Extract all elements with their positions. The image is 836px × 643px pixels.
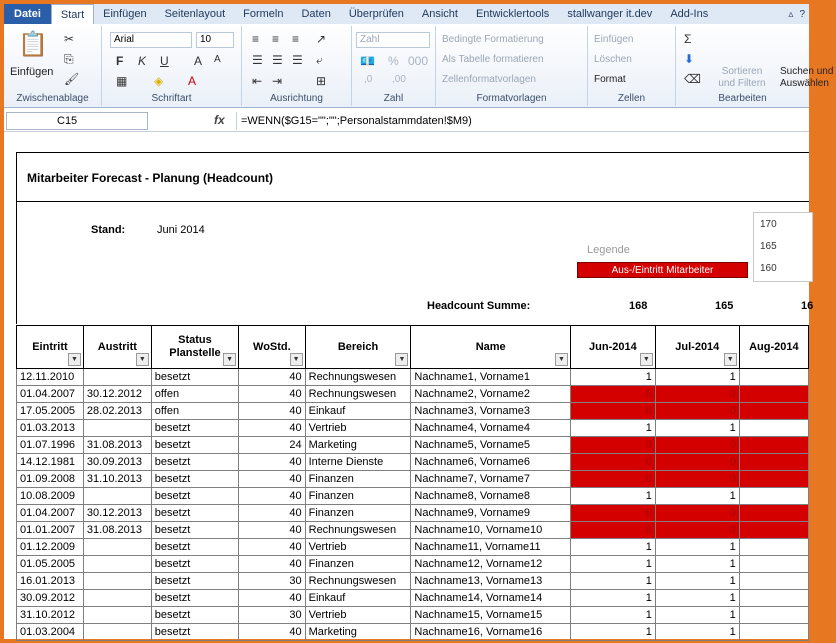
headcount-jul: 165 [715, 300, 734, 312]
table-cell[interactable]: Nachname12, Vorname12 [411, 556, 571, 573]
table-cell[interactable]: Nachname2, Vorname2 [411, 386, 571, 403]
table-row [17, 369, 809, 386]
table-cell[interactable]: Nachname10, Vorname10 [411, 522, 571, 539]
table-cell[interactable]: 28.02.2013 [83, 403, 151, 420]
table-row [17, 522, 809, 539]
table-cell[interactable]: 30 [239, 607, 305, 624]
table-cell[interactable] [739, 607, 808, 624]
table-cell[interactable]: 40 [239, 624, 305, 641]
table-cell[interactable]: besetzt [151, 607, 238, 624]
table-cell[interactable]: 0 [570, 522, 655, 539]
table-cell[interactable]: 1 [570, 369, 655, 386]
legend-item: Aus-/Eintritt Mitarbeiter [577, 262, 748, 278]
filter-dropdown-icon[interactable]: ▼ [640, 353, 653, 366]
table-cell[interactable] [739, 471, 808, 488]
table-cell[interactable]: 10.08.2009 [17, 488, 84, 505]
table-cell[interactable]: 14.12.1981 [17, 454, 84, 471]
table-cell[interactable] [83, 556, 151, 573]
table-cell[interactable] [739, 420, 808, 437]
table-cell[interactable] [739, 539, 808, 556]
table-cell[interactable]: Nachname11, Vorname11 [411, 539, 571, 556]
delete-cells-button[interactable]: Löschen [594, 54, 632, 65]
table-cell[interactable]: 30.12.2012 [83, 386, 151, 403]
clear-icon[interactable]: ⌫ [684, 72, 701, 86]
number-format-select[interactable]: Zahl [356, 32, 430, 48]
table-cell[interactable]: besetzt [151, 573, 238, 590]
table-row [17, 403, 809, 420]
table-cell[interactable]: 1 [570, 607, 655, 624]
stand-value: Juni 2014 [157, 224, 205, 236]
table-cell[interactable]: 1 [655, 624, 739, 641]
ribbon-tabs [4, 4, 809, 24]
table-row [17, 488, 809, 505]
number-group [352, 26, 436, 106]
table-cell[interactable]: 31.10.2012 [17, 607, 84, 624]
table-cell[interactable]: 01.03.2013 [17, 420, 84, 437]
table-cell[interactable] [83, 573, 151, 590]
table-cell[interactable] [739, 573, 808, 590]
table-cell[interactable]: 0 [570, 437, 655, 454]
headcount-jun: 168 [629, 300, 648, 312]
column-header-label: Austritt [97, 340, 137, 353]
tab-custom[interactable]: stallwanger it.dev [567, 8, 653, 20]
table-cell[interactable]: 1 [655, 573, 739, 590]
copy-icon[interactable]: ⎘ [64, 52, 74, 66]
column-header-label: Eintritt [32, 340, 68, 353]
table-cell[interactable]: besetzt [151, 522, 238, 539]
axis-tick: 170 [760, 219, 777, 230]
align-right-icon[interactable]: ☰ [292, 53, 303, 67]
cut-icon[interactable]: ✂ [64, 32, 75, 46]
table-cell[interactable]: Einkauf [305, 403, 411, 420]
filter-dropdown-icon[interactable]: ▼ [555, 353, 568, 366]
cells-group [588, 26, 676, 106]
column-header[interactable] [655, 326, 739, 369]
table-row [17, 420, 809, 437]
column-header[interactable] [305, 326, 411, 369]
name-box[interactable]: C15 [6, 112, 148, 130]
tab-data[interactable]: Daten [301, 8, 331, 20]
column-header-label: Jul-2014 [675, 340, 720, 353]
table-cell[interactable]: 1 [655, 556, 739, 573]
table-row [17, 539, 809, 556]
column-header[interactable] [83, 326, 151, 369]
alignment-label: Ausrichtung [270, 93, 323, 104]
table-cell[interactable]: 40 [239, 454, 305, 471]
column-header[interactable] [239, 326, 305, 369]
table-row [17, 471, 809, 488]
table-cell[interactable] [83, 488, 151, 505]
column-header[interactable] [151, 326, 238, 369]
ribbon [4, 24, 834, 108]
sheet-title: Mitarbeiter Forecast - Planung (Headcount) [27, 171, 274, 185]
styles-group [436, 26, 588, 106]
column-header-label: Aug-2014 [749, 340, 799, 353]
font-color-icon[interactable]: A [188, 74, 197, 88]
table-cell[interactable]: 1 [570, 556, 655, 573]
table-cell[interactable] [83, 369, 151, 386]
table-cell[interactable]: Rechnungswesen [305, 573, 411, 590]
increase-decimal-icon[interactable]: ,0 [364, 74, 373, 85]
insert-cells-button[interactable]: Einfügen [594, 34, 634, 45]
table-row [17, 607, 809, 624]
clipboard-group [4, 26, 102, 106]
bold-icon[interactable]: F [116, 54, 124, 68]
table-cell[interactable]: Einkauf [305, 590, 411, 607]
paste-button[interactable]: Einfügen [10, 66, 54, 78]
table-cell[interactable]: 0 [570, 386, 655, 403]
table-cell[interactable] [739, 488, 808, 505]
clipboard-label: Zwischenablage [16, 93, 89, 104]
tab-view[interactable]: Ansicht [421, 8, 458, 20]
table-cell[interactable]: Marketing [305, 437, 411, 454]
table-cell[interactable]: Nachname9, Vorname9 [411, 505, 571, 522]
table-cell[interactable]: Nachname14, Vorname14 [411, 590, 571, 607]
thousands-icon[interactable]: 000 [408, 54, 429, 68]
table-cell[interactable]: 0 [655, 454, 739, 471]
title-box [16, 152, 809, 202]
table-cell[interactable]: 30 [239, 573, 305, 590]
tab-start[interactable]: Start [51, 4, 94, 24]
filter-dropdown-icon[interactable]: ▼ [395, 353, 408, 366]
orientation-icon[interactable]: ↗ [316, 32, 327, 46]
table-cell[interactable]: besetzt [151, 471, 238, 488]
table-cell[interactable]: 1 [570, 590, 655, 607]
shrink-font-icon[interactable]: A [214, 54, 221, 65]
table-cell[interactable]: 31.10.2013 [83, 471, 151, 488]
table-cell[interactable]: 01.01.2007 [17, 522, 84, 539]
table-cell[interactable]: 1 [655, 369, 739, 386]
table-cell[interactable]: Finanzen [305, 505, 411, 522]
tab-file[interactable]: Datei [4, 4, 51, 24]
font-label: Schriftart [151, 93, 192, 104]
table-cell[interactable]: 1 [655, 590, 739, 607]
alignment-group [242, 26, 352, 106]
table-cell[interactable]: 40 [239, 539, 305, 556]
table-row [17, 505, 809, 522]
chart-axis [753, 212, 813, 282]
align-left-icon[interactable]: ☰ [252, 53, 263, 67]
currency-icon[interactable]: 💶 [360, 54, 375, 68]
increase-indent-icon[interactable]: ⇥ [272, 74, 283, 88]
table-cell[interactable] [739, 590, 808, 607]
border-icon[interactable]: ▦ [116, 74, 128, 88]
table-cell[interactable]: Vertrieb [305, 607, 411, 624]
align-middle-icon[interactable]: ≡ [272, 32, 280, 46]
table-cell[interactable]: Rechnungswesen [305, 522, 411, 539]
sort-filter-button[interactable]: Sortieren und Filtern [718, 66, 766, 89]
help-icon[interactable]: ? [799, 8, 805, 20]
table-cell[interactable] [739, 403, 808, 420]
column-header-label: Name [475, 340, 506, 353]
table-row [17, 624, 809, 641]
table-cell[interactable]: 1 [570, 420, 655, 437]
table-cell[interactable]: Finanzen [305, 488, 411, 505]
table-cell[interactable]: 1 [570, 573, 655, 590]
grow-font-icon[interactable]: A [194, 54, 203, 68]
wrap-text-icon[interactable]: ⤶ [316, 53, 323, 67]
table-cell[interactable]: Finanzen [305, 471, 411, 488]
table-cell[interactable]: Marketing [305, 624, 411, 641]
column-header[interactable] [570, 326, 655, 369]
table-cell[interactable]: 1 [655, 488, 739, 505]
table-cell[interactable]: 16.01.2013 [17, 573, 84, 590]
table-cell[interactable]: 12.11.2010 [17, 369, 84, 386]
table-cell[interactable]: 01.09.2008 [17, 471, 84, 488]
tab-developer[interactable]: Entwicklertools [475, 8, 550, 20]
table-cell[interactable]: 01.03.2004 [17, 624, 84, 641]
column-header-label: Jun-2014 [589, 340, 637, 353]
font-size-select[interactable]: 10 [196, 32, 234, 48]
table-cell[interactable]: Nachname15, Vorname15 [411, 607, 571, 624]
axis-tick: 160 [760, 263, 777, 274]
table-cell[interactable] [83, 607, 151, 624]
merge-icon[interactable]: ⊞ [316, 74, 327, 88]
table-cell[interactable]: 30.09.2012 [17, 590, 84, 607]
table-cell[interactable]: 0 [655, 403, 739, 420]
table-cell[interactable]: Rechnungswesen [305, 369, 411, 386]
table-cell[interactable]: besetzt [151, 505, 238, 522]
editing-group [676, 26, 834, 106]
table-cell[interactable]: 0 [655, 522, 739, 539]
table-cell[interactable]: besetzt [151, 369, 238, 386]
align-bottom-icon[interactable]: ≡ [292, 32, 300, 46]
font-group [102, 26, 242, 106]
tab-review[interactable]: Überprüfen [348, 8, 404, 20]
paste-icon[interactable]: 📋 [18, 31, 48, 58]
font-name-select[interactable]: Arial [110, 32, 192, 48]
autosum-icon[interactable]: Σ [684, 32, 692, 46]
table-cell[interactable]: 40 [239, 522, 305, 539]
table-cell[interactable] [739, 522, 808, 539]
info-area [16, 202, 814, 324]
table-cell[interactable] [739, 437, 808, 454]
table-cell[interactable]: Nachname3, Vorname3 [411, 403, 571, 420]
table-cell[interactable] [739, 369, 808, 386]
table-cell[interactable]: Nachname7, Vorname7 [411, 471, 571, 488]
table-cell[interactable]: 40 [239, 386, 305, 403]
filter-dropdown-icon[interactable]: ▼ [136, 353, 149, 366]
conditional-formatting-button[interactable]: Bedingte Formatierung [442, 34, 544, 45]
table-cell[interactable] [739, 505, 808, 522]
table-cell[interactable]: 17.05.2005 [17, 403, 84, 420]
table-cell[interactable]: Nachname1, Vorname1 [411, 369, 571, 386]
table-cell[interactable]: 0 [655, 437, 739, 454]
table-cell[interactable]: 30.09.2013 [83, 454, 151, 471]
table-cell[interactable]: 1 [655, 607, 739, 624]
excel-window [4, 4, 834, 639]
table-cell[interactable]: 1 [570, 488, 655, 505]
table-cell[interactable]: besetzt [151, 624, 238, 641]
column-header[interactable] [17, 326, 84, 369]
decrease-indent-icon[interactable]: ⇤ [252, 74, 263, 88]
styles-label: Formatvorlagen [476, 93, 547, 104]
percent-icon[interactable]: % [388, 54, 399, 68]
table-cell[interactable] [739, 386, 808, 403]
table-cell[interactable]: 1 [570, 539, 655, 556]
table-cell[interactable]: 40 [239, 556, 305, 573]
table-cell[interactable]: 40 [239, 488, 305, 505]
table-cell[interactable]: Nachname4, Vorname4 [411, 420, 571, 437]
editing-label: Bearbeiten [718, 93, 767, 104]
column-header-label: Bereich [337, 340, 379, 353]
table-cell[interactable]: offen [151, 386, 238, 403]
filter-dropdown-icon[interactable]: ▼ [724, 353, 737, 366]
table-cell[interactable]: 0 [570, 454, 655, 471]
table-cell[interactable] [739, 454, 808, 471]
table-cell[interactable]: Nachname16, Vorname16 [411, 624, 571, 641]
align-top-icon[interactable]: ≡ [252, 32, 260, 46]
table-cell[interactable]: 40 [239, 471, 305, 488]
table-row [17, 573, 809, 590]
table-cell[interactable]: besetzt [151, 539, 238, 556]
table-cell[interactable]: 1 [655, 539, 739, 556]
minimize-ribbon-icon[interactable]: ▵ [788, 8, 794, 20]
table-cell[interactable]: 0 [655, 471, 739, 488]
table-cell[interactable]: besetzt [151, 420, 238, 437]
tab-formulas[interactable]: Formeln [243, 8, 284, 20]
table-cell[interactable]: besetzt [151, 488, 238, 505]
table-cell[interactable]: 30.12.2013 [83, 505, 151, 522]
find-select-button[interactable]: Suchen und Auswählen [780, 66, 834, 89]
table-row [17, 454, 809, 471]
filter-dropdown-icon[interactable]: ▼ [223, 353, 236, 366]
table-cell[interactable]: Nachname8, Vorname8 [411, 488, 571, 505]
table-row [17, 590, 809, 607]
table-cell[interactable]: Rechnungswesen [305, 386, 411, 403]
column-header-label: Status Planstelle [169, 334, 221, 359]
underline-icon[interactable]: U [160, 54, 169, 68]
table-cell[interactable] [83, 590, 151, 607]
table-row [17, 437, 809, 454]
table-cell[interactable]: Finanzen [305, 556, 411, 573]
format-as-table-button[interactable]: Als Tabelle formatieren [442, 54, 544, 65]
table-cell[interactable]: besetzt [151, 437, 238, 454]
decrease-decimal-icon[interactable]: ,00 [392, 74, 406, 85]
stand-label: Stand: [91, 224, 126, 236]
tab-add-ins[interactable]: Add-Ins [670, 8, 709, 20]
table-row [17, 386, 809, 403]
worksheet[interactable] [4, 132, 814, 639]
filter-dropdown-icon[interactable]: ▼ [290, 353, 303, 366]
table-cell[interactable]: 01.12.2009 [17, 539, 84, 556]
table-cell[interactable] [83, 624, 151, 641]
align-center-icon[interactable]: ☰ [272, 53, 283, 67]
table-row [17, 556, 809, 573]
table-cell[interactable]: 0 [570, 403, 655, 420]
table-cell[interactable]: 0 [655, 505, 739, 522]
table-cell[interactable]: 0 [570, 505, 655, 522]
table-cell[interactable]: Nachname5, Vorname5 [411, 437, 571, 454]
table-cell[interactable]: 01.05.2005 [17, 556, 84, 573]
table-cell[interactable]: 01.04.2007 [17, 505, 84, 522]
table-cell[interactable]: 24 [239, 437, 305, 454]
column-header-label: WoStd. [253, 340, 291, 353]
legend-label: Legende [587, 244, 630, 256]
column-header[interactable] [739, 326, 808, 369]
table-cell[interactable]: Vertrieb [305, 420, 411, 437]
table-cell[interactable]: besetzt [151, 556, 238, 573]
cell-styles-button[interactable]: Zellenformatvorlagen [442, 74, 536, 85]
italic-icon[interactable]: K [138, 54, 147, 68]
table-cell[interactable]: besetzt [151, 590, 238, 607]
table-cell[interactable]: Vertrieb [305, 539, 411, 556]
column-header[interactable] [411, 326, 571, 369]
table-cell[interactable] [739, 556, 808, 573]
table-cell[interactable]: 0 [655, 386, 739, 403]
table-cell[interactable]: 0 [570, 471, 655, 488]
table-cell[interactable]: 31.08.2013 [83, 522, 151, 539]
formula-input[interactable]: =WENN($G15="";"";Personalstammdaten!$M9) [236, 112, 807, 130]
tab-insert[interactable]: Einfügen [103, 8, 147, 20]
table-cell[interactable]: besetzt [151, 454, 238, 471]
fill-icon[interactable]: ⬇ [684, 52, 695, 66]
cells-label: Zellen [617, 93, 646, 104]
table-cell[interactable]: offen [151, 403, 238, 420]
tab-page-layout[interactable]: Seitenlayout [164, 8, 226, 20]
table-cell[interactable]: 01.04.2007 [17, 386, 84, 403]
formula-bar [4, 110, 809, 132]
filter-dropdown-icon[interactable]: ▼ [68, 353, 81, 366]
fill-color-icon[interactable]: ◈ [154, 74, 164, 88]
table-cell[interactable]: 40 [239, 403, 305, 420]
table-cell[interactable]: Interne Dienste [305, 454, 411, 471]
table-cell[interactable]: 40 [239, 420, 305, 437]
format-painter-icon[interactable]: 🖌 [64, 72, 80, 86]
table-cell[interactable]: 31.08.2013 [83, 437, 151, 454]
insert-function-icon[interactable]: fx [214, 113, 225, 127]
table-cell[interactable]: 40 [239, 369, 305, 386]
table-cell[interactable]: Nachname6, Vorname6 [411, 454, 571, 471]
table-cell[interactable] [739, 624, 808, 641]
table-cell[interactable] [83, 420, 151, 437]
table-cell[interactable] [83, 539, 151, 556]
format-cells-button[interactable]: Format [594, 74, 626, 85]
axis-tick: 165 [760, 241, 777, 252]
number-label: Zahl [383, 93, 404, 104]
table-cell[interactable]: Nachname13, Vorname13 [411, 573, 571, 590]
headcount-label: Headcount Summe: [427, 300, 531, 312]
table-cell[interactable]: 40 [239, 590, 305, 607]
table-cell[interactable]: 40 [239, 505, 305, 522]
headcount-aug: 16 [801, 300, 814, 312]
table-cell[interactable]: 01.07.1996 [17, 437, 84, 454]
table-cell[interactable]: 1 [655, 420, 739, 437]
table-cell[interactable]: 1 [570, 624, 655, 641]
forecast-table [16, 325, 809, 641]
